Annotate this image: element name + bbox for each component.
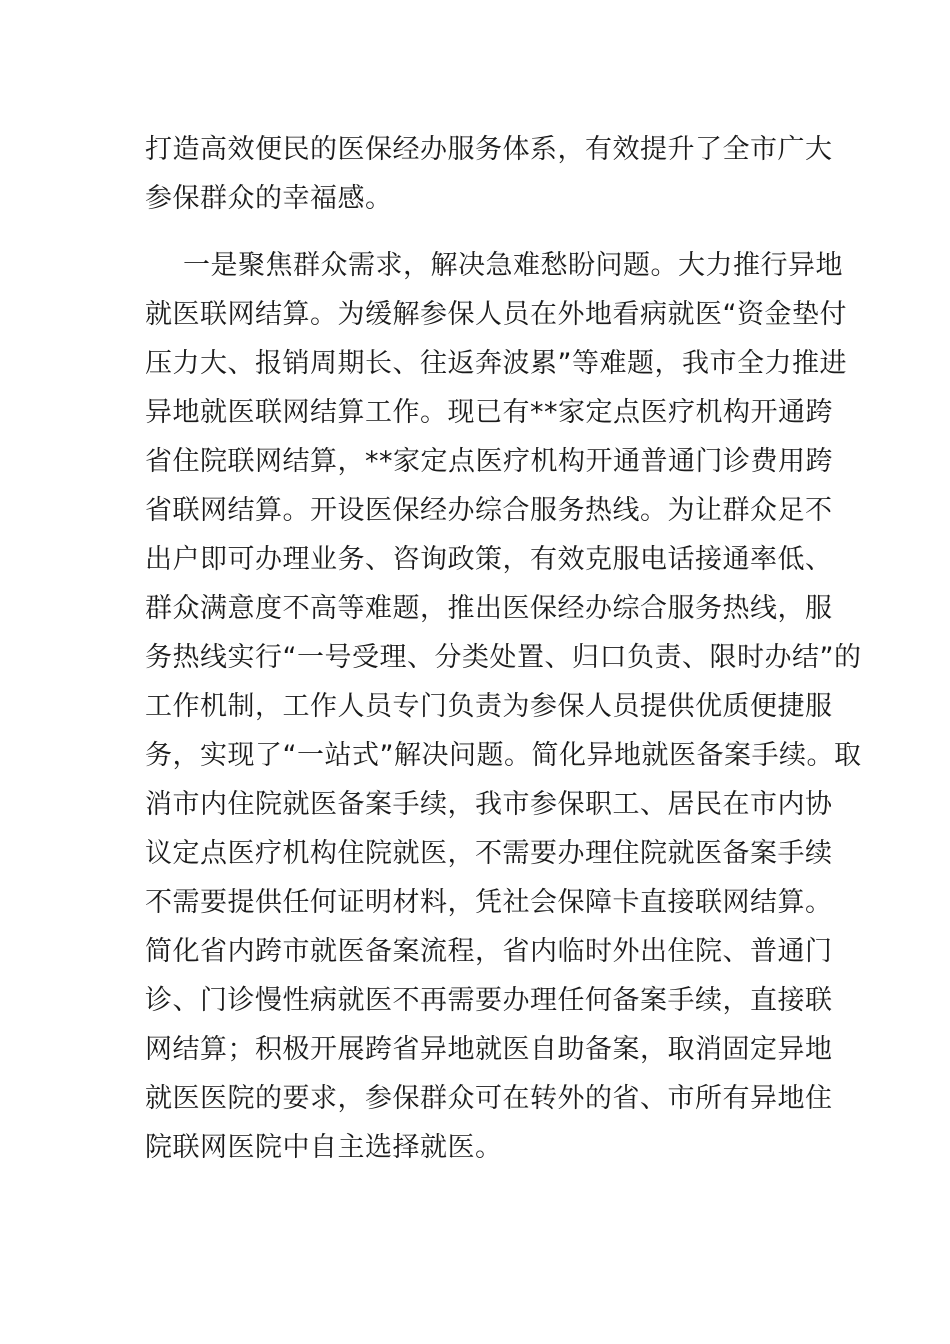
text-line: 群众满意度不高等难题，推出医保经办综合服务热线，服 bbox=[145, 593, 833, 624]
paragraph-spacer bbox=[145, 223, 810, 241]
text-line: 压力大、报销周期长、往返奔波累”等难题，我市全力推进 bbox=[145, 348, 847, 379]
text-line: 务热线实行“一号受理、分类处置、归口负责、限时办结”的 bbox=[145, 642, 862, 673]
text-line: 消市内住院就医备案手续，我市参保职工、居民在市内协 bbox=[145, 789, 833, 820]
text-line: 网结算；积极开展跨省异地就医自助备案，取消固定异地 bbox=[145, 1034, 833, 1065]
text-line: 务，实现了“一站式”解决问题。简化异地就医备案手续。取 bbox=[145, 740, 862, 771]
text-line: 就医联网结算。为缓解参保人员在外地看病就医“资金垫付 bbox=[145, 299, 847, 330]
text-line: 议定点医疗机构住院就医，不需要办理住院就医备案手续 bbox=[145, 838, 833, 869]
text-line: 一是聚焦群众需求，解决急难愁盼问题。大力推行异地 bbox=[183, 250, 843, 281]
text-line: 简化省内跨市就医备案流程，省内临时外出住院、普通门 bbox=[145, 936, 833, 967]
document-body bbox=[145, 125, 862, 1172]
text-line: 就医医院的要求，参保群众可在转外的省、市所有异地住 bbox=[145, 1083, 833, 1114]
text-line: 参保群众的幸福感。 bbox=[145, 183, 393, 214]
text-line: 出户即可办理业务、咨询政策，有效克服电话接通率低、 bbox=[145, 544, 833, 575]
text-line: 院联网医院中自主选择就医。 bbox=[145, 1132, 503, 1163]
text-line: 省联网结算。开设医保经办综合服务热线。为让群众足不 bbox=[145, 495, 833, 526]
text-line: 异地就医联网结算工作。现已有**家定点医疗机构开通跨 bbox=[145, 397, 833, 428]
text-line: 打造高效便民的医保经办服务体系，有效提升了全市广大 bbox=[145, 134, 833, 165]
text-line: 工作机制，工作人员专门负责为参保人员提供优质便捷服 bbox=[145, 691, 833, 722]
paragraph-2 bbox=[145, 241, 862, 1172]
paragraph-1 bbox=[145, 125, 833, 223]
text-line: 不需要提供任何证明材料，凭社会保障卡直接联网结算。 bbox=[145, 887, 833, 918]
text-line: 诊、门诊慢性病就医不再需要办理任何备案手续，直接联 bbox=[145, 985, 833, 1016]
text-line: 省住院联网结算，**家定点医疗机构开通普通门诊费用跨 bbox=[145, 446, 833, 477]
